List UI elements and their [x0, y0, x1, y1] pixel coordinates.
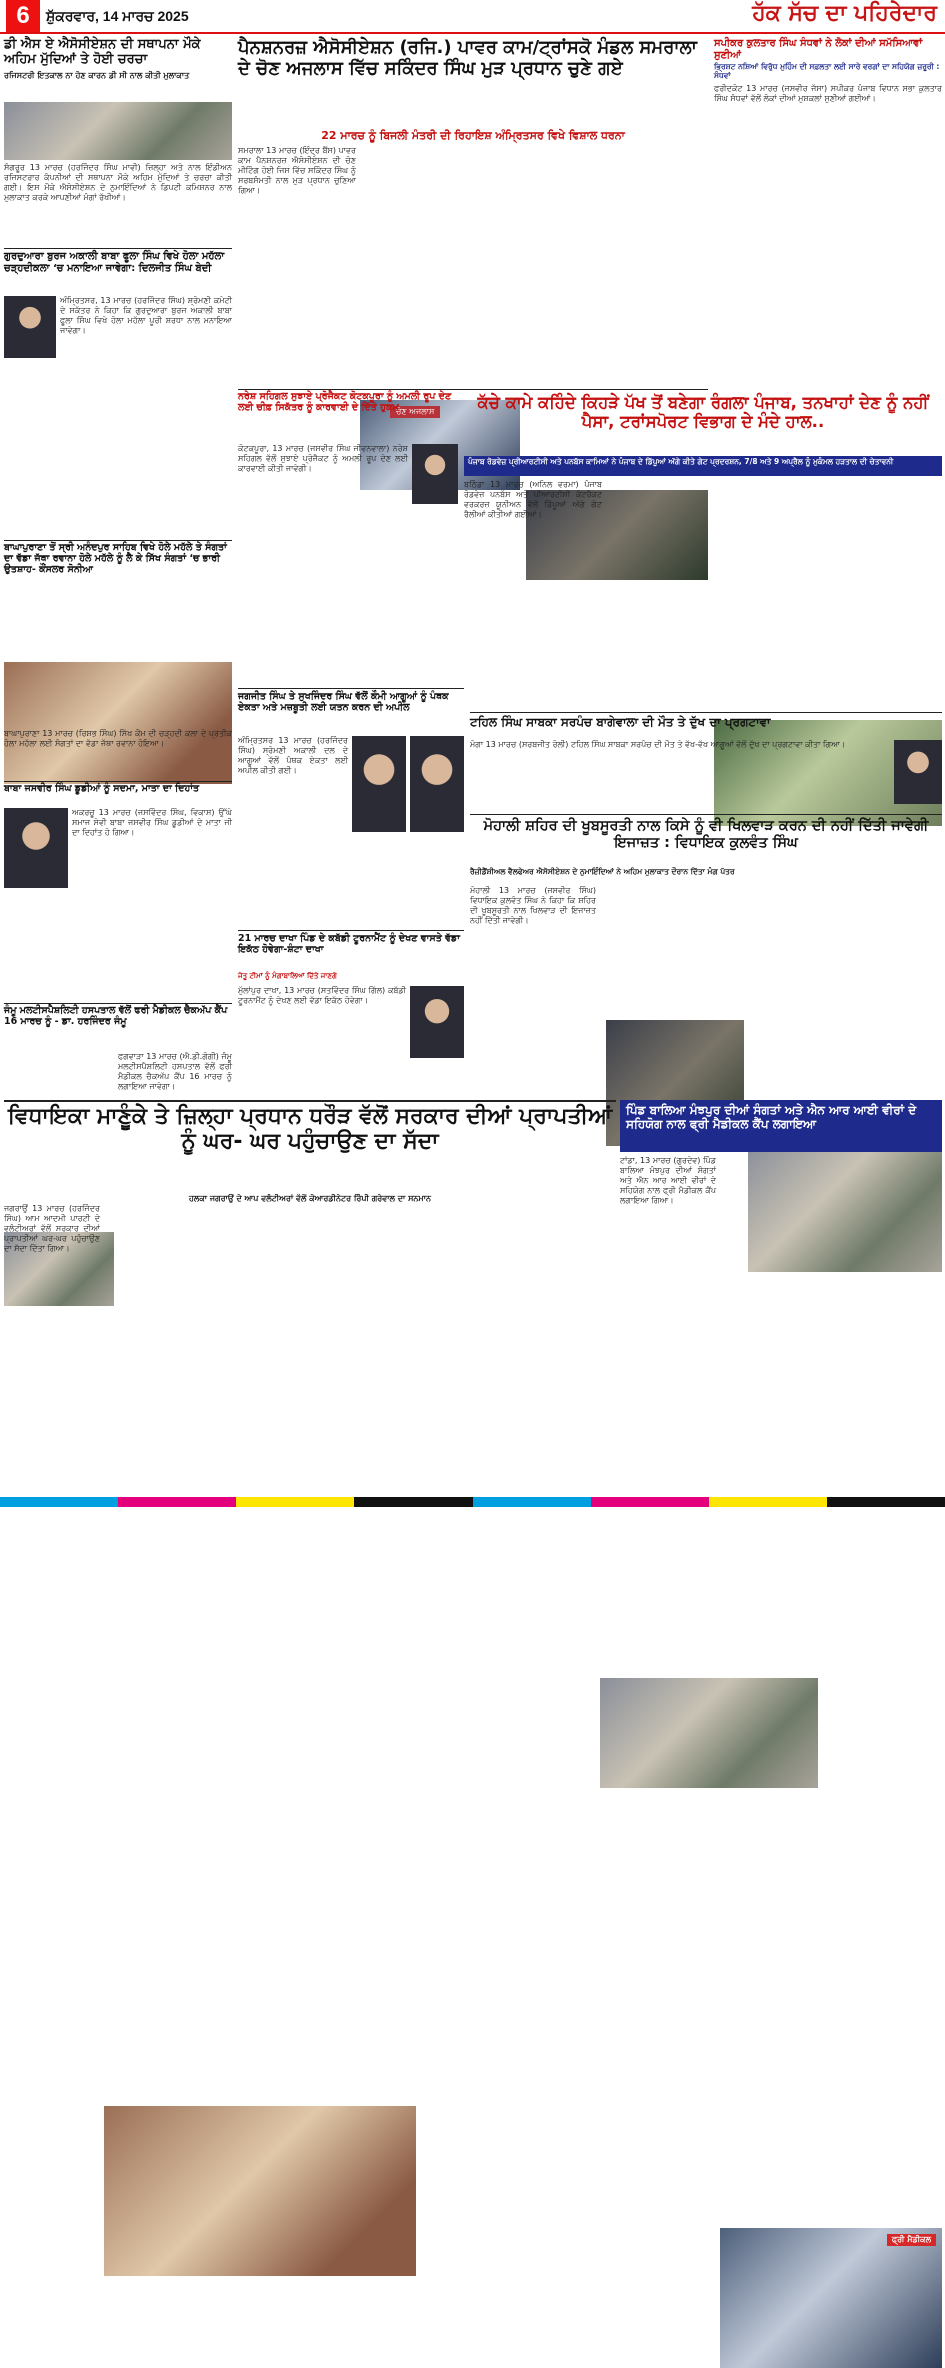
subheadline: ਰਜਿਸਟਰੀ ਇਤਕਾਲ ਨਾ ਹੋਣ ਕਾਰਨ ਡੀ ਸੀ ਨਾਲ ਕੀਤੀ ਮੁਲਾਕਾਤ: [4, 70, 190, 80]
subheadline: ਰੈਜ਼ੀਡੈਂਸ਼ੀਅਲ ਵੈਲਫੇਅਰ ਐਸੋਸੀਏਸ਼ਨ ਦੇ ਨੁਮਾਇੰਦਿਆਂ ਨੇ ਅਹਿਮ ਮੁਲਾਕਾਤ ਦੌਰਾਨ ਦਿੱਤਾ ਮੰਗ ਪੱਤਰ: [470, 867, 735, 876]
divider: [4, 1100, 616, 1102]
article-body: ਬਠਿੰਡਾ 13 ਮਾਰਚ (ਅਨਿਲ ਵਰਮਾ) ਪੰਜਾਬ ਰੋਡਵੇਜ਼ ਪਨਬੱਸ ਅਤੇ ਪੀਆਰਟੀਸੀ ਕੰਟਰੈਕਟ ਵਰਕਰਜ਼ ਯੂਨੀਅਨ ਵੱਲੋਂ ਡਿੱਪੂਆਂ ਅੱਗੇ ਗੇਟ ਰੈਲੀਆਂ ਕੀਤੀਆਂ ਗਈਆਂ।: [464, 480, 602, 519]
article-body-cont: [822, 886, 942, 1096]
portrait-photo: [412, 444, 458, 504]
divider: [4, 248, 232, 249]
article-pensioners-header: [238, 38, 708, 120]
subheadline: 22 ਮਾਰਚ ਨੂੰ ਬਿਜਲੀ ਮੰਤਰੀ ਦੀ ਰਿਹਾਇਸ਼ ਅੰਮ੍ਰਿਤਸਰ ਵਿਖੇ ਵਿਸ਼ਾਲ ਧਰਨਾ: [321, 129, 625, 142]
headline: ਸਪੀਕਰ ਕੁਲਤਾਰ ਸਿੰਘ ਸੰਧਵਾਂ ਨੇ ਲੋਕਾਂ ਦੀਆਂ ਸਮੱਸਿਆਵਾਂ ਸੁਣੀਆਂ: [714, 38, 923, 61]
article-kacche-subheader: [464, 456, 942, 476]
registration-strip: [0, 1497, 945, 1507]
article-jagjit-header: [238, 692, 464, 732]
article-body: ਟਾਂਡਾ, 13 ਮਾਰਚ (ਗੁਰਦੇਵ) ਪਿੰਡ ਬਾਲਿਆ ਮੰਝਪੁਰ ਦੀਆਂ ਸੰਗਤਾਂ ਅਤੇ ਐਨ ਆਰ ਆਈ ਵੀਰਾਂ ਦੇ ਸਹਿਯੋਗ ਨਾਲ ਫ੍ਰੀ ਮੈਡੀਕਲ ਕੈਂਪ ਲਗਾਇਆ ਗਿਆ।: [620, 1156, 716, 1205]
divider: [4, 540, 232, 541]
divider: [238, 688, 464, 689]
divider: [4, 781, 232, 782]
article-kabaddi-subheader: [238, 972, 464, 984]
headline: ਬਾਘਾਪੁਰਾਣਾ ਤੋਂ ਸ੍ਰੀ ਅਨੰਦਪੁਰ ਸਾਹਿਬ ਵਿਖੇ ਹੋਲੇ ਮਹੱਲੇ ਤੇ ਸੰਗਤਾਂ ਦਾ ਵੱਡਾ ਜੱਥਾ ਰਵਾਨਾ ਹੋਲੇ ਮਹੱਲੇ ਨੂੰ ਲੈ ਕੇ ਸਿੱਖ ਸੰਗਤਾਂ ‘ਚ ਭਾਰੀ ਉਤਸ਼ਾਹ- ਕੌਂਸਲਰ ਸੋਨੀਆ: [4, 542, 227, 575]
article-body-cont: [526, 240, 708, 386]
portrait-photo: [894, 740, 942, 804]
article-body: ਜਗਰਾਉਂ 13 ਮਾਰਚ (ਹਰਜਿੰਦਰ ਸਿੰਘ) ਆਮ ਆਦਮੀ ਪਾਰਟੀ ਦੇ ਵਲੰਟੀਅਰਾਂ ਵੱਲੋਂ ਸਰਕਾਰ ਦੀਆਂ ਪ੍ਰਾਪਤੀਆਂ ਘਰ-ਘਰ ਪਹੁੰਚਾਉਣ ਦਾ ਸੱਦਾ ਦਿੱਤਾ ਗਿਆ।: [4, 1204, 100, 1253]
group-photo: [4, 102, 232, 160]
camp-photo: [720, 2228, 942, 2368]
article-kacche-header: [464, 394, 942, 454]
headline: ਪੈਨਸ਼ਨਰਜ਼ ਐਸੋਸੀਏਸ਼ਨ (ਰਜਿ.) ਪਾਵਰ ਕਾਮ/ਟ੍ਰਾਂਸਕੋ ਮੰਡਲ ਸਮਰਾਲਾ ਦੇ ਚੋਣ ਅਜਲਾਸ ਵਿੱਚ ਸਕਿੰਦਰ ਸਿੰਘ ਮੁੜ ਪ੍ਰਧਾਨ ਚੁਣੇ ਗਏ: [238, 37, 697, 79]
article-pensioners-subheader: [238, 124, 708, 142]
article-body: ਮੁੱਲਾਂਪੁਰ ਦਾਖਾ, 13 ਮਾਰਚ (ਸਤਵਿੰਦਰ ਸਿੰਘ ਗਿੱਲ) ਕਬੱਡੀ ਟੂਰਨਾਮੈਂਟ ਨੂੰ ਦੇਖਣ ਲਈ ਵੱਡਾ ਇਕੱਠ ਹੋਵੇਗਾ।: [238, 986, 406, 1005]
article-body-cont: [600, 1000, 818, 1096]
subheadline: ਪੰਜਾਬ ਰੋਡਵੇਜ਼ ਪ੍ਰੀਆਰਟੀਸੀ ਅਤੇ ਪਨਬੱਸ ਕਾਮਿਆਂ ਨੇ ਪੰਜਾਬ ਦੇ ਡਿੱਪੂਆਂ ਅੱਗੇ ਕੀਤੇ ਗੇਟ ਪ੍ਰਦਰਸ਼ਨ, 7/8 ਅਤੇ 9 ਅਪ੍ਰੈਲ ਨੂੰ ਮੁਕੰਮਲ ਹੜਤਾਲ ਦੀ ਚੇਤਾਵਨੀ: [468, 457, 894, 466]
issue-date: ਸ਼ੁੱਕਰਵਾਰ, 14 ਮਾਰਚ 2025: [46, 8, 189, 24]
article-naresh-header: [238, 392, 458, 440]
portrait-photo: [410, 736, 464, 832]
headline: ਬਾਬਾ ਜਸਵੀਰ ਸਿੰਘ ਡੂਡੀਆਂ ਨੂੰ ਸਦਮਾ, ਮਾਤਾ ਦਾ ਦਿਹਾਂਤ: [4, 783, 200, 794]
headline: ਕੱਚੇ ਕਾਮੇ ਕਹਿੰਦੇ ਕਿਹੜੇ ਪੱਖ ਤੋਂ ਬਣੇਗਾ ਰੰਗਲਾ ਪੰਜਾਬ, ਤਨਖਾਹਾਂ ਦੇਣ ਨੂੰ ਨਹੀਂ ਪੈਸਾ, ਟਰਾਂਸਪੋਰਟ ਵਿਭਾਗ ਦੇ ਮੰਦੇ ਹਾਲ..: [477, 393, 929, 431]
headline: ਜਗਜੀਤ ਸਿੰਘ ਤੇ ਸੁਖਜਿੰਦਰ ਸਿੰਘ ਵੱਲੋਂ ਕੌਮੀ ਆਗੂਆਂ ਨੂੰ ਪੰਥਕ ਏਕਤਾ ਅਤੇ ਮਜ਼ਬੂਤੀ ਲਈ ਯਤਨ ਕਰਨ ਦੀ ਅਪੀਲ: [238, 691, 449, 713]
masthead: ਹੱਕ ਸੱਚ ਦਾ ਪਹਿਰੇਦਾਰ: [752, 0, 937, 26]
article-da-association-header: [4, 38, 232, 100]
article-manuke-header: [4, 1104, 616, 1184]
divider: [238, 930, 464, 931]
divider: [4, 1003, 232, 1004]
portrait-photo: [410, 986, 464, 1058]
article-body: ਅੰਮ੍ਰਿਤਸਰ, 13 ਮਾਰਚ (ਹਰਜਿੰਦਰ ਸਿੰਘ) ਸ਼੍ਰੋਮਣੀ ਕਮੇਟੀ ਦੇ ਸਕੱਤਰ ਨੇ ਕਿਹਾ ਕਿ ਗੁਰਦੁਆਰਾ ਬੁਰਜ ਅਕਾਲੀ ਬਾਬਾ ਫੂਲਾ ਸਿੰਘ ਵਿਖੇ ਹੋਲਾ ਮਹੱਲਾ ਪੂਰੀ ਸ਼ਰਧਾ ਨਾਲ ਮਨਾਇਆ ਜਾਵੇਗਾ।: [60, 296, 232, 335]
article-body-cont: [720, 1300, 942, 1494]
divider: [238, 389, 708, 390]
article-mohali-header: [470, 818, 942, 866]
volunteers-photo: [104, 2106, 416, 2276]
headline: ਜੰਮੂ ਮਲਟੀਸਪੈਸ਼ਲਿਟੀ ਹਸਪਤਾਲ ਵੱਲੋਂ ਫਰੀ ਮੈਡੀਕਲ ਚੈਕਅੱਪ ਕੈਂਪ 16 ਮਾਰਚ ਨੂੰ - ਡਾ. ਹਰਜਿੰਦਰ ਜੰਮੂ: [4, 1005, 228, 1027]
article-body: ਅਕਰਚੂ 13 ਮਾਰਚ (ਜਸਵਿੰਦਰ ਸਿੰਘ, ਵਿਕਾਸ) ਉੱਘੇ ਸਮਾਜ ਸੇਵੀ ਬਾਬਾ ਜਸਵੀਰ ਸਿੰਘ ਡੂਡੀਆਂ ਦੇ ਮਾਤਾ ਜੀ ਦਾ ਦਿਹਾਂਤ ਹੋ ਗਿਆ।: [72, 808, 232, 837]
article-body: ਕੋਟਕਪੂਰਾ, 13 ਮਾਰਚ (ਜਸਵੀਰ ਸਿੰਘ ਜੀਵਨਵਾਲਾ) ਨਰੇਸ਼ ਸਹਿਗਲ ਵੱਲੋਂ ਸੁਝਾਏ ਪ੍ਰੋਜੈਕਟ ਨੂੰ ਅਮਲੀ ਰੂਪ ਦੇਣ ਲਈ ਕਾਰਵਾਈ ਕੀਤੀ ਜਾਵੇਗੀ।: [238, 444, 408, 473]
article-mohali-subheader: [470, 868, 942, 882]
headline: ਮੋਹਾਲੀ ਸ਼ਹਿਰ ਦੀ ਖੂਬਸੂਰਤੀ ਨਾਲ ਕਿਸੇ ਨੂੰ ਵੀ ਖਿਲਵਾੜ ਕਰਨ ਦੀ ਨਹੀਂ ਦਿੱਤੀ ਜਾਵੇਗੀ ਇਜਾਜ਼ਤ : ਵਿਧਾਇਕ ਕੁਲਵੰਤ ਸਿੰਘ: [483, 818, 929, 851]
article-gurdwara-header: [4, 251, 232, 291]
subheadline: ਜੇਤੂ ਟੀਮਾਂ ਨੂੰ ਮੰਗਾਬਾਲਿਆਂ ਦਿੱਤੇ ਜਾਣਗੇ: [238, 972, 337, 980]
divider: [470, 712, 942, 713]
article-manuke-subheader: [4, 1186, 616, 1203]
article-body: ਸੰਗਰੂਰ 13 ਮਾਰਚ (ਹਰਜਿੰਦਰ ਸਿੰਘ ਮਾਵੀ) ਜ਼ਿਲ੍ਹਾ ਅਤੇ ਨਾਲ ਇੰਡੀਅਨ ਰਜਿਸਟਰਾਰ ਕੰਪਨੀਆਂ ਦੀ ਸਥਾਪਨਾ ਮੌਕੇ ਅਹਿਮ ਮੁੱਦਿਆਂ ਤੇ ਚਰਚਾ ਕੀਤੀ ਗਈ। ਇਸ ਮੌਕੇ ਐਸੋਸੀਏਸ਼ਨ ਦੇ ਨੁਮਾਇੰਦਿਆਂ ਨੇ ਡਿਪਟੀ ਕਮਿਸ਼ਨਰ ਨਾਲ ਮੁਲਾਕਾਤ ਕਰਕੇ ਆਪਣੀਆਂ ਮੰਗਾਂ ਰੱਖੀਆਂ।: [4, 163, 232, 202]
headline: 21 ਮਾਰਚ ਦਾਖਾ ਪਿੰਡ ਦੇ ਕਬੱਡੀ ਟੂਰਨਾਮੈਂਟ ਨੂੰ ਦੇਖਣ ਵਾਸਤੇ ਵੱਡਾ ਇਕੱਠ ਹੋਵੇਗਾ-ਸ਼ੰਟਾ ਦਾਖਾ: [238, 933, 460, 955]
article-body: ਸਮਰਾਲਾ 13 ਮਾਰਚ (ਇੰਦ੍ਰ ਬੈਂਸ) ਪਾਵਰ ਕਾਮ ਪੈਨਸ਼ਨਰਜ਼ ਐਸੋਸੀਏਸ਼ਨ ਦੀ ਚੋਣ ਮੀਟਿੰਗ ਹੋਈ ਜਿਸ ਵਿੱਚ ਸਕਿੰਦਰ ਸਿੰਘ ਨੂੰ ਸਰਬਸੰਮਤੀ ਨਾਲ ਮੁੜ ਪ੍ਰਧਾਨ ਚੁਣਿਆ ਗਿਆ।: [238, 146, 356, 195]
article-body: ਬਾਘਾਪੁਰਾਣਾ 13 ਮਾਰਚ (ਰਿਸ਼ਭ ਸਿੰਘ) ਸਿੱਖ ਕੌਮ ਦੀ ਚੜ੍ਹਦੀ ਕਲਾ ਦੇ ਪ੍ਰਤੀਕ ਹੋਲਾ ਮਹੱਲਾ ਲਈ ਸੰਗਤਾਂ ਦਾ ਵੱਡਾ ਜੱਥਾ ਰਵਾਨਾ ਹੋਇਆ।: [4, 729, 232, 748]
article-body: ਮੋਹਾਲੀ 13 ਮਾਰਚ (ਜਸਵੀਰ ਸਿੰਘ) ਵਿਧਾਇਕ ਕੁਲਵੰਤ ਸਿੰਘ ਨੇ ਕਿਹਾ ਕਿ ਸ਼ਹਿਰ ਦੀ ਖੂਬਸੂਰਤੀ ਨਾਲ ਖਿਲਵਾੜ ਦੀ ਇਜਾਜ਼ਤ ਨਹੀਂ ਦਿੱਤੀ ਜਾਵੇਗੀ।: [470, 886, 596, 925]
headline: ਪਿੰਡ ਬਾਲਿਆ ਮੰਝਪੁਰ ਦੀਆਂ ਸੰਗਤਾਂ ਅਤੇ ਐਨ ਆਰ ਆਈ ਵੀਰਾਂ ਦੇ ਸਹਿਯੋਗ ਨਾਲ ਫ੍ਰੀ ਮੈਡੀਕਲ ਕੈਂਪ ਲਗਾਇਆ: [626, 1103, 917, 1131]
article-body: ਫਰੀਦਕੋਟ 13 ਮਾਰਚ (ਜਸਵੀਰ ਜੱਸਾ) ਸਪੀਕਰ ਪੰਜਾਬ ਵਿਧਾਨ ਸਭਾ ਕੁਲਤਾਰ ਸਿੰਘ ਸੰਧਵਾਂ ਵੱਲੋਂ ਲੋਕਾਂ ਦੀਆਂ ਮੁਸ਼ਕਲਾਂ ਸੁਣੀਆਂ ਗਈਆਂ।: [714, 84, 942, 103]
subheadline: ਹਲਕਾ ਜਗਰਾਉਂ ਦੇ ਆਪ ਵਲੰਟੀਅਰਾਂ ਵੱਲੋਂ ਕੋਆਰਡੀਨੇਟਰ ਰਿੰਪੀ ਗਰੇਵਾਲ ਦਾ ਸਨਮਾਨ: [189, 1194, 431, 1203]
divider: [470, 814, 942, 815]
article-jammu-header: [4, 1006, 232, 1048]
article-baba-jasvir-header: [4, 784, 232, 804]
article-body-cont: [420, 1204, 616, 1494]
stage-banner: ਚੋਣ ਅਜਲਾਸ: [390, 406, 440, 418]
article-kabaddi-header: [238, 934, 464, 970]
article-body-cont: [104, 1378, 416, 1494]
article-speaker-header: [714, 38, 942, 80]
article-medical-header: [620, 1100, 942, 1152]
headline: ਨਰੇਸ਼ ਸਹਿਗਲ ਸੁਝਾਏ ਪ੍ਰੋਜੈਕਟ ਕੋਟਕਪੂਰਾ ਨੂੰ ਅਮਲੀ ਰੂਪ ਦੇਣ ਲਈ ਚੀਫ਼ ਸਿਕੱਤਰ ਨੂੰ ਕਾਰਵਾਈ ਦੇ ਦਿੱਤੇ ਹੁਕਮ: [238, 391, 452, 413]
page-header: [0, 0, 945, 34]
subheadline: ਭ੍ਰਿਸ਼ਟ ਨਸ਼ਿਆਂ ਵਿਰੁੱਧ ਮੁਹਿੰਮ ਦੀ ਸਫ਼ਲਤਾ ਲਈ ਸਾਰੇ ਵਰਗਾਂ ਦਾ ਸਹਿਯੋਗ ਜ਼ਰੂਰੀ : ਸੰਧਵਾਂ: [714, 62, 940, 80]
article-body: ਮੋਗਾ 13 ਮਾਰਚ (ਸਰਬਜੀਤ ਰੋਲੀ) ਟਹਿਲ ਸਿੰਘ ਸਾਬਕਾ ਸਰਪੰਚ ਦੀ ਮੌਤ ਤੇ ਵੱਖ-ਵੱਖ ਆਗੂਆਂ ਵੱਲੋਂ ਦੁੱਖ ਦਾ ਪ੍ਰਗਟਾਵਾ ਕੀਤਾ ਗਿਆ।: [470, 740, 846, 749]
article-body-cont: [606, 610, 942, 710]
headline: ਡੀ ਐਸ ਏ ਐਸੋਸੀਏਸ਼ਨ ਦੀ ਸਥਾਪਨਾ ਮੌਕੇ ਅਹਿਮ ਮੁੱਦਿਆਂ ਤੇ ਹੋਈ ਚਰਚਾ: [4, 37, 201, 67]
page-number: 6: [6, 0, 40, 32]
portrait-photo: [4, 296, 56, 358]
article-anandpur-header: [4, 543, 232, 601]
article-body: ਫਗਵਾੜਾ 13 ਮਾਰਚ (ਐ.ਡੀ.ਗੋਗੀ) ਜੰਮੂ ਮਲਟੀਸਪੈਸ਼ਲਿਟੀ ਹਸਪਤਾਲ ਵੱਲੋਂ ਫਰੀ ਮੈਡੀਕਲ ਚੈਕਅੱਪ ਕੈਂਪ 16 ਮਾਰਚ ਨੂੰ ਲਗਾਇਆ ਜਾਵੇਗਾ।: [118, 1052, 232, 1091]
headline: ਗੁਰਦੁਆਰਾ ਬੁਰਜ ਅਕਾਲੀ ਬਾਬਾ ਫੂਲਾ ਸਿੰਘ ਵਿਖੇ ਹੋਲਾ ਮਹੱਲਾ ਚੜ੍ਹਦੀਕਲਾ ‘ਚ ਮਨਾਇਆ ਜਾਵੇਗਾ: ਦਿਲਜੀਤ ਸਿੰਘ ਬੇਦੀ: [4, 251, 225, 274]
delegation-photo: [600, 1678, 818, 1788]
headline: ਵਿਧਾਇਕਾ ਮਾਣੂੰਕੇ ਤੇ ਜ਼ਿਲ੍ਹਾ ਪ੍ਰਧਾਨ ਧਰੌੜ ਵੱਲੋਂ ਸਰਕਾਰ ਦੀਆਂ ਪ੍ਰਾਪਤੀਆਂ ਨੂੰ ਘਰ- ਘਰ ਪਹੁੰਚਾਉਣ ਦਾ ਸੱਦਾ: [7, 1104, 613, 1155]
protest-photo: [748, 1146, 942, 1272]
article-body-cont: [360, 240, 520, 386]
portrait-photo: [352, 736, 406, 832]
headline: ਟਹਿਲ ਸਿੰਘ ਸਾਬਕਾ ਸਰਪੰਚ ਬਾਗੇਵਾਲਾ ਦੀ ਮੌਤ ਤੇ ਦੁੱਖ ਦਾ ਪ੍ਰਗਟਾਵਾ: [470, 715, 771, 729]
camp-sign: ਫ੍ਰੀ ਮੈਡੀਕਲ: [887, 2234, 936, 2246]
portrait-photo: [4, 808, 68, 888]
article-tahil-header: [470, 716, 942, 736]
article-body: ਅੰਮ੍ਰਿਤਸਰ 13 ਮਾਰਚ (ਹਰਜਿੰਦਰ ਸਿੰਘ) ਸ੍ਰੋਮਣੀ ਅਕਾਲੀ ਦਲ ਦੇ ਆਗੂਆਂ ਵੱਲੋਂ ਪੰਥਕ ਏਕਤਾ ਲਈ ਅਪੀਲ ਕੀਤੀ ਗਈ।: [238, 736, 348, 775]
